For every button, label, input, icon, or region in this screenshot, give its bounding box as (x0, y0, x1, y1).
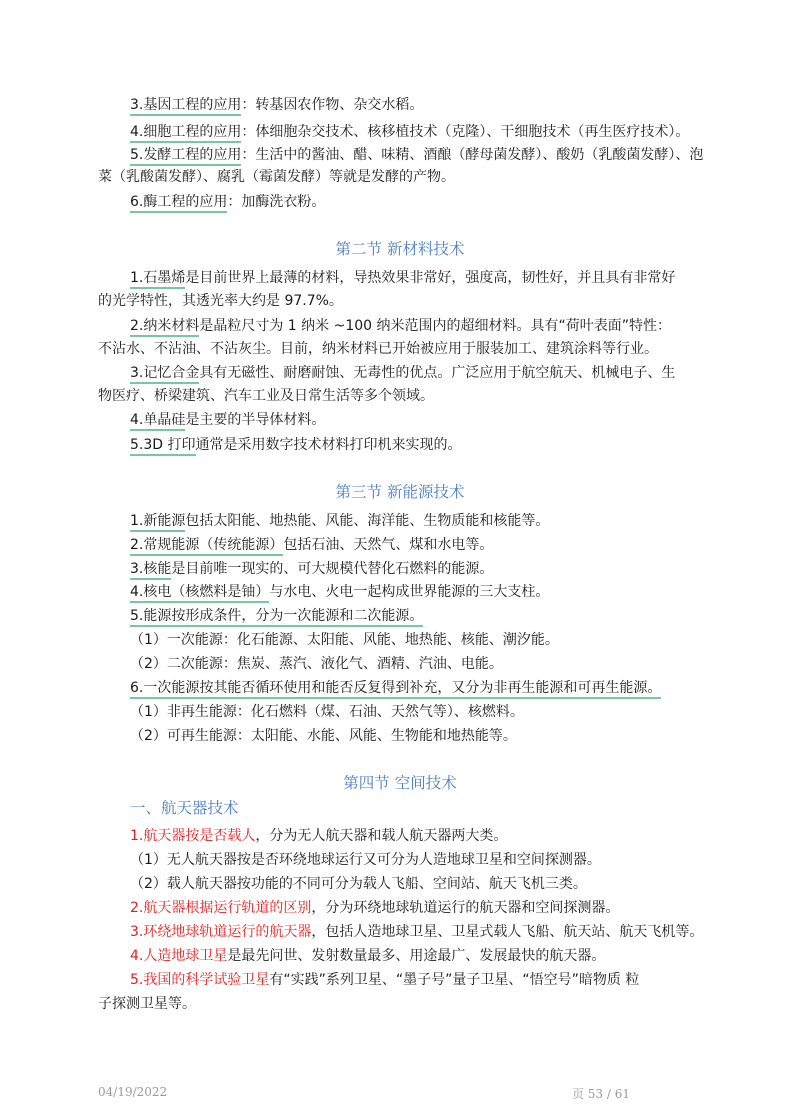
paragraph-line: （1）一次能源：化石能源、太阳能、风能、地热能、核能、潮汐能。 (130, 632, 559, 648)
paragraph-line (130, 559, 493, 579)
paragraph-line (130, 145, 703, 165)
paragraph-line: （1）无人航天器按是否环绕地球运行又可分为人造地球卫星和空间探测器。 (130, 852, 601, 868)
underlined-term: 6.一次能源按其能否循环使用和能否反复得到补充，又分为非再生能源和可再生能源。 (130, 680, 661, 699)
paragraph-line (130, 898, 619, 918)
section-heading: 第四节 空间技术 (343, 774, 457, 792)
paragraph-line (130, 922, 703, 942)
underlined-term: 1.新能源 (130, 513, 185, 532)
highlighted-term: 2.航天器根据运行轨道的区别 (130, 900, 312, 916)
text: 是最先问世、发射数量最多、用途最广、发展最快的航天器。 (227, 948, 606, 964)
paragraph-line: （2）二次能源：焦炭、蒸汽、液化气、酒精、汽油、电能。 (130, 656, 503, 672)
underlined-term: 4.核电（核燃料是铀） (130, 584, 269, 603)
section-heading: 第二节 新材料技术 (335, 240, 465, 258)
underlined-term: 4.细胞工程的应用 (130, 124, 241, 143)
text: ：生活中的酱油、醋、味精、酒酿（酵母菌发酵）、酸奶（乳酸菌发酵）、泡 (241, 147, 704, 163)
footer-page-number: 页 53 / 61 (571, 1087, 630, 1101)
underlined-term: 3.记忆合金 (130, 365, 199, 384)
underlined-term: 2.纳米材料 (130, 318, 199, 337)
underlined-term: 4.单晶硅 (130, 412, 185, 431)
text: 是主要的半导体材料。 (185, 412, 326, 428)
paragraph-line (130, 582, 549, 602)
text: ，分为环绕地球轨道运行的航天器和空间探测器。 (311, 900, 620, 916)
text: 是目前世界上最薄的材料，导热效果非常好，强度高，韧性好，并且具有非常好 (185, 270, 676, 286)
underlined-term: 1.石墨烯 (130, 270, 185, 289)
highlighted-term: 4.人造地球卫星 (130, 948, 228, 964)
paragraph-line (130, 435, 462, 455)
paragraph-line: 子探测卫星等。 (98, 996, 196, 1012)
paragraph-line: 菜（乳酸菌发酵）、腐乳（霉菌发酵）等就是发酵的产物。 (98, 169, 455, 185)
underlined-term: 3.核能 (130, 561, 171, 580)
underlined-term: 2.常规能源（传统能源） (130, 537, 283, 556)
text: 与水电、火电一起构成世界能源的三大支柱。 (269, 584, 550, 600)
text: 有“实践”系列卫星、“墨子号”量子卫星、“悟空号”暗物质 粒 (269, 972, 640, 988)
underlined-term: 5.3D 打印 (130, 437, 196, 456)
highlighted-term: 5.我国的科学试验卫星 (130, 972, 270, 988)
underlined-term: 5.发酵工程的应用 (130, 147, 241, 166)
highlighted-term: 1.航天器按是否载人 (130, 828, 256, 844)
text: 具有无磁性、耐磨耐蚀、无毒性的优点。广泛应用于航空航天、机械电子、生 (199, 365, 676, 381)
paragraph-line (130, 122, 689, 142)
highlighted-term: 3.环绕地球轨道运行的航天器 (130, 924, 312, 940)
underlined-term: 6.酶工程的应用 (130, 194, 227, 213)
paragraph-line (130, 316, 671, 336)
text: 包括太阳能、地热能、风能、海洋能、生物质能和核能等。 (185, 513, 550, 529)
text: ，包括人造地球卫星、卫星式载人飞船、航天站、航天飞机等。 (311, 924, 704, 940)
paragraph-line: （2）可再生能源：太阳能、水能、风能、生物能和地热能等。 (130, 728, 517, 744)
text: 通常是采用数字技术材料打印机来实现的。 (195, 437, 462, 453)
paragraph-line (130, 678, 661, 698)
text: ：转基因农作物、杂交水稻。 (241, 97, 424, 113)
paragraph-line: （1）非再生能源：化石燃料（煤、石油、天然气等）、核燃料。 (130, 704, 524, 720)
paragraph-line: 不沾水、不沾油、不沾灰尘。目前，纳米材料已开始被应用于服装加工、建筑涂料等行业。 (98, 341, 658, 357)
paragraph-line: 的光学特性，其透光率大约是 97.7%。 (98, 293, 343, 309)
text: ，分为无人航天器和载人航天器两大类。 (255, 828, 508, 844)
paragraph-line (130, 826, 507, 846)
paragraph-line (130, 511, 549, 531)
text: ：加酶洗衣粉。 (227, 194, 326, 210)
text: 包括石油、天然气、煤和水电等。 (283, 537, 494, 553)
subsection-heading: 一、航天器技术 (130, 799, 239, 817)
text: ：体细胞杂交技术、核移植技术（克隆）、干细胞技术（再生医疗技术）。 (241, 124, 690, 140)
paragraph-line (130, 535, 493, 555)
paragraph-line (130, 970, 639, 990)
text: 是晶粒尺寸为 1 纳米 ~100 纳米范围内的超细材料。具有“荷叶表面”特性： (199, 318, 672, 334)
underlined-term: 3.基因工程的应用 (130, 97, 241, 116)
paragraph-line (130, 363, 675, 383)
paragraph-line (130, 95, 423, 115)
paragraph-line (130, 410, 325, 430)
section-heading: 第三节 新能源技术 (335, 483, 465, 501)
footer-date: 04/19/2022 (98, 1085, 168, 1099)
underlined-term: 5.能源按形成条件，分为一次能源和二次能源。 (130, 608, 423, 627)
paragraph-line (130, 268, 675, 288)
paragraph-line (130, 946, 605, 966)
paragraph-line (130, 192, 325, 212)
paragraph-line: （2）载人航天器按功能的不同可分为载人飞船、空间站、航天飞机三类。 (130, 876, 587, 892)
paragraph-line: 物医疗、桥梁建筑、汽车工业及日常生活等多个领域。 (98, 388, 434, 404)
text: 是目前唯一现实的、可大规模代替化石燃料的能源。 (171, 561, 494, 577)
paragraph-line (130, 606, 423, 626)
